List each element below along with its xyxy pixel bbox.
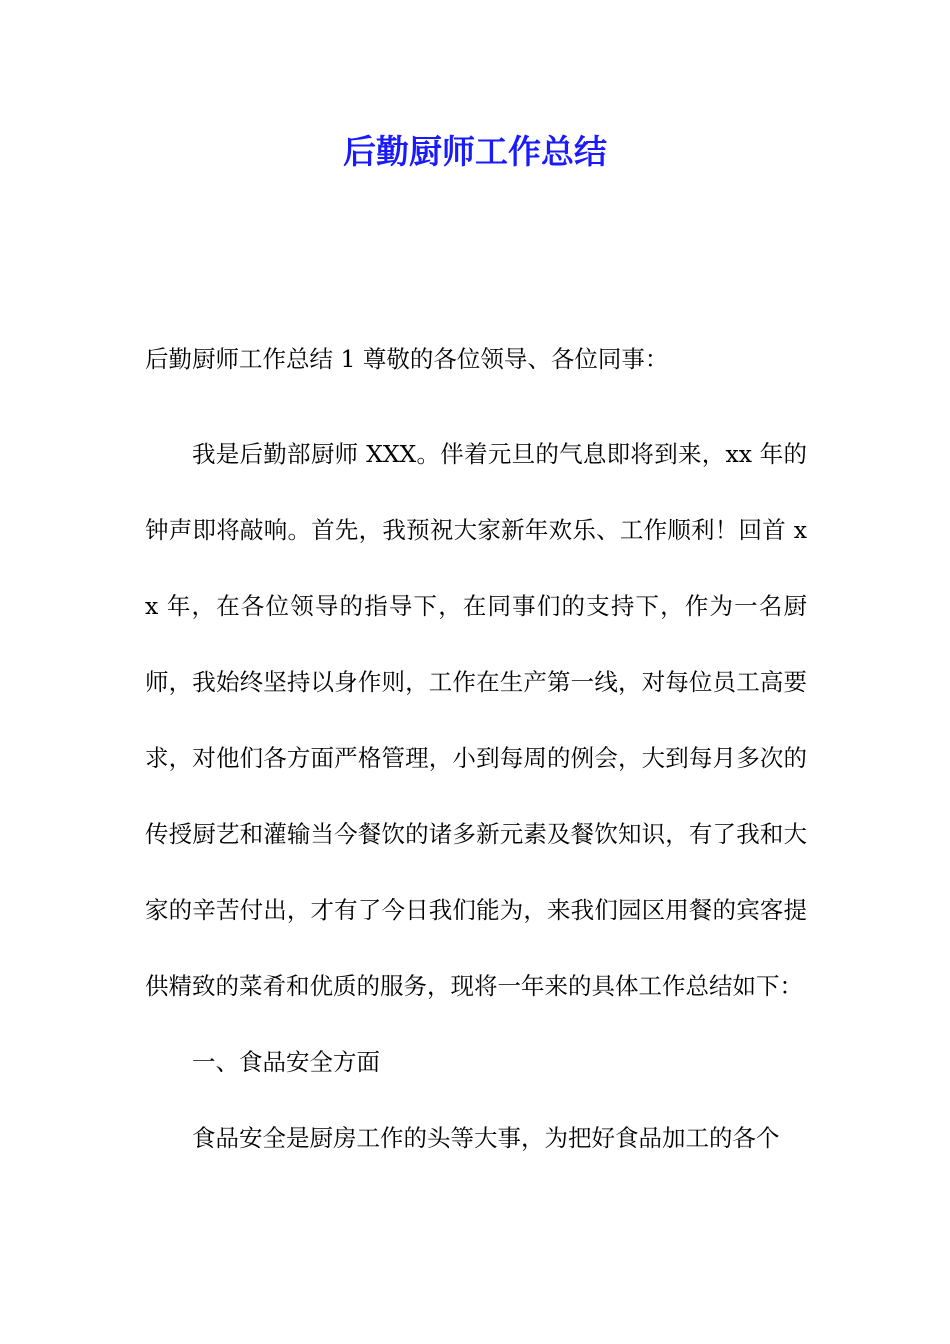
section-heading-food-safety: 一、食品安全方面 xyxy=(192,1048,380,1076)
document-title: 后勤厨师工作总结 xyxy=(343,132,607,171)
intro-line: 后勤厨师工作总结 1 尊敬的各位领导、各位同事： xyxy=(145,345,669,373)
document-body xyxy=(145,340,807,1176)
paragraph-2: 食品安全是厨房工作的头等大事，为把好食品加工的各个 xyxy=(192,1124,780,1152)
paragraph-1: 我是后勤部厨师 XXX。伴着元旦的气息即将到来，xx 年的钟声即将敲响。首先，我预祝大家新年欢乐、工作顺利！回首 xx 年，在各位领导的指导下，在同事们的支持下，作为一名厨师，我始终坚持以身作则，工作在生产第一线，对每位员工高要求，对他们各方面严格管理，小到每周的例会，大到每月多次的传授厨艺和灌输当今餐饮的诸多新元素及餐饮知识，有了我和大家的辛苦付出，才有了今日我们能为，来我们园区用餐的宾客提供精致的菜肴和优质的服务，现将一年来的具体工作总结如下： xyxy=(145,440,807,1000)
